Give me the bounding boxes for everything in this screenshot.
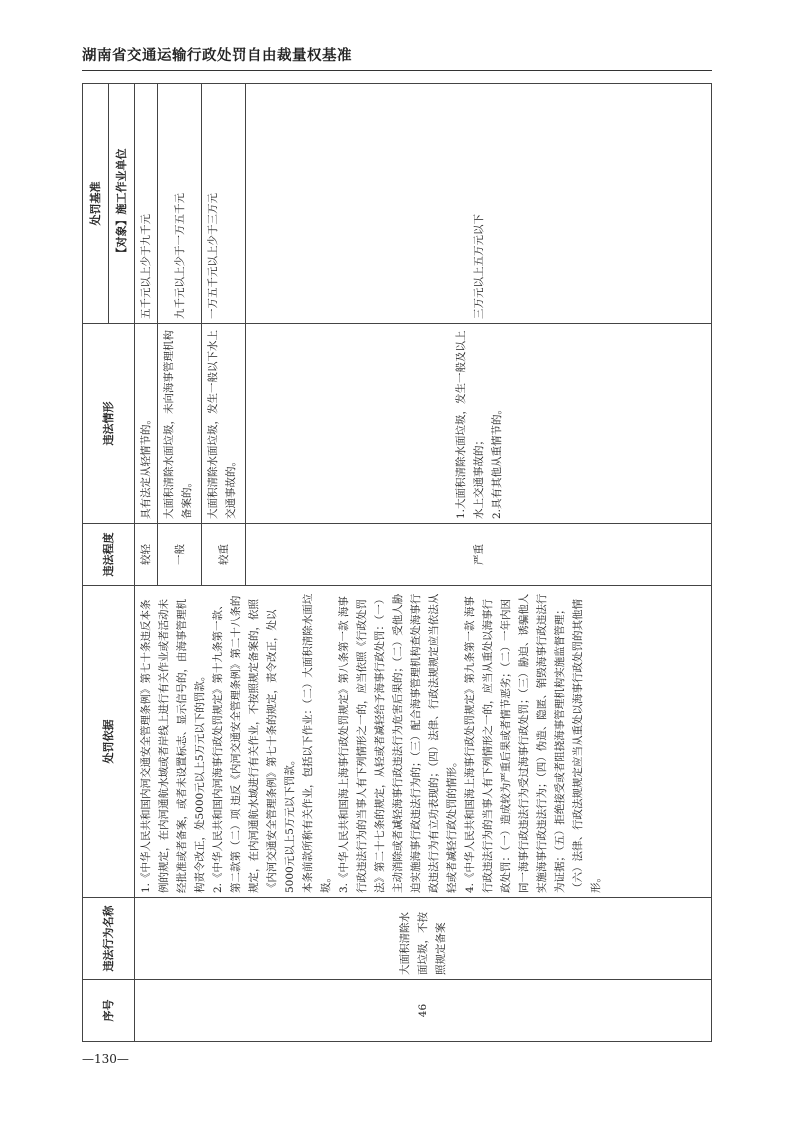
degree-cell: 严重: [246, 524, 712, 586]
standard-cell: 九千元以上少于一万五千元: [158, 84, 202, 324]
basis-item: 3.《中华人民共和国海上海事行政处罚规定》第八条第一款 海事行政违法行为的当事人有下列情形之一的，应当依照《行政处罚法》第二十七条的规定，从轻或者减轻给予海事行政处罚：（一）主动消除或者减轻海事行政违法行为危害后果的；（二）受他人胁迫实施海事行政违法行为的；（三）配合海事管理机构查处海事行政违法行为有立功表现的；（四）法律、行政法规规定应当依法从轻或者减轻行政处罚的情形。: [338, 593, 458, 893]
header-row: [83, 84, 109, 1042]
col-seq-header: 序号: [83, 980, 135, 1042]
rotated-table-wrapper: [82, 84, 712, 1042]
col-circumstance-header: 违法情形: [83, 324, 135, 524]
circumstance-line: 1.大面积清除水面垃圾，发生一般及以上水上交通事故的；: [454, 330, 485, 519]
col-target-header: 【对象】施工作业单位: [109, 84, 135, 324]
col-standard-header: 处罚基准: [83, 84, 109, 324]
seq-cell: 46: [135, 980, 712, 1042]
basis-item: 本条前款所称有关作业，包括以下作业：（二）大面积清除水面垃圾。: [302, 593, 332, 893]
penalty-standard-table: [82, 83, 712, 1042]
col-name-header: 违法行为名称: [83, 898, 135, 980]
table-row: [135, 84, 158, 1042]
col-basis-header: 处罚依据: [83, 586, 135, 898]
violation-name-cell: 大面积清除水面垃圾，不按照规定备案: [135, 898, 712, 980]
degree-cell: 较重: [202, 524, 246, 586]
col-degree-header: 违法程度: [83, 524, 135, 586]
table-area: [82, 84, 712, 1042]
circumstance-cell: 大面积清除水面垃圾，未向海事管理机构备案的。: [158, 324, 202, 524]
header-rule: [82, 70, 712, 71]
circumstance-cell: 具有法定从轻情节的。: [135, 324, 158, 524]
degree-cell: 一般: [158, 524, 202, 586]
page-number: —130—: [82, 1052, 129, 1066]
standard-cell: 五千元以上少于九千元: [135, 84, 158, 324]
circumstance-cell: 大面积清除水面垃圾，发生一般以下水上交通事故的。: [202, 324, 246, 524]
circumstance-line: 2.具有其他从重情节的。: [490, 403, 503, 519]
standard-cell: 一万五千元以上少于三万元: [202, 84, 246, 324]
standard-cell: 三万元以上五万元以下: [246, 84, 712, 324]
basis-cell: [135, 586, 712, 898]
document-header: 湖南省交通运输行政处罚自由裁量权基准: [82, 48, 352, 64]
circumstance-cell: [246, 324, 712, 524]
basis-item: 4.《中华人民共和国海上海事行政处罚规定》第九条第一款 海事行政违法行为的当事人有下列情形之一的，应当从重处以海事行政处罚：（一）造成较为严重后果或者情节恶劣；（二）一年内因同一海事行政违法行为受过海事行政处罚；（三）胁迫、诱骗他人实施海事行政违法行为；（四）伪造、隐匿、销毁海事行政违法行为证据；（五）拒绝接受或者阻挠海事管理机构实施监督管理；（六）法律、行政法规规定应当从重处以海事行政处罚的其他情形。: [464, 593, 602, 893]
degree-cell: 较轻: [135, 524, 158, 586]
basis-item: 1.《中华人民共和国内河交通安全管理条例》第七十条违反本条例的规定，在内河通航水域或者岸线上进行有关作业或者活动未经批准或者备案，或者未设置标志、显示信号的，由海事管理机构责令改正，处5000元以上5万元以下的罚款。: [140, 599, 206, 893]
basis-item: 2.《中华人民共和国内河海事行政处罚规定》第十九条第一款、第二款第（二）项 违反《内河交通安全管理条例》第二十八条的规定，在内河通航水域进行有关作业，不按照规定备案的，依照《内河交通安全管理条例》第七十条的规定，责令改正，处以5000元以上5万元以下罚款。: [212, 595, 296, 893]
